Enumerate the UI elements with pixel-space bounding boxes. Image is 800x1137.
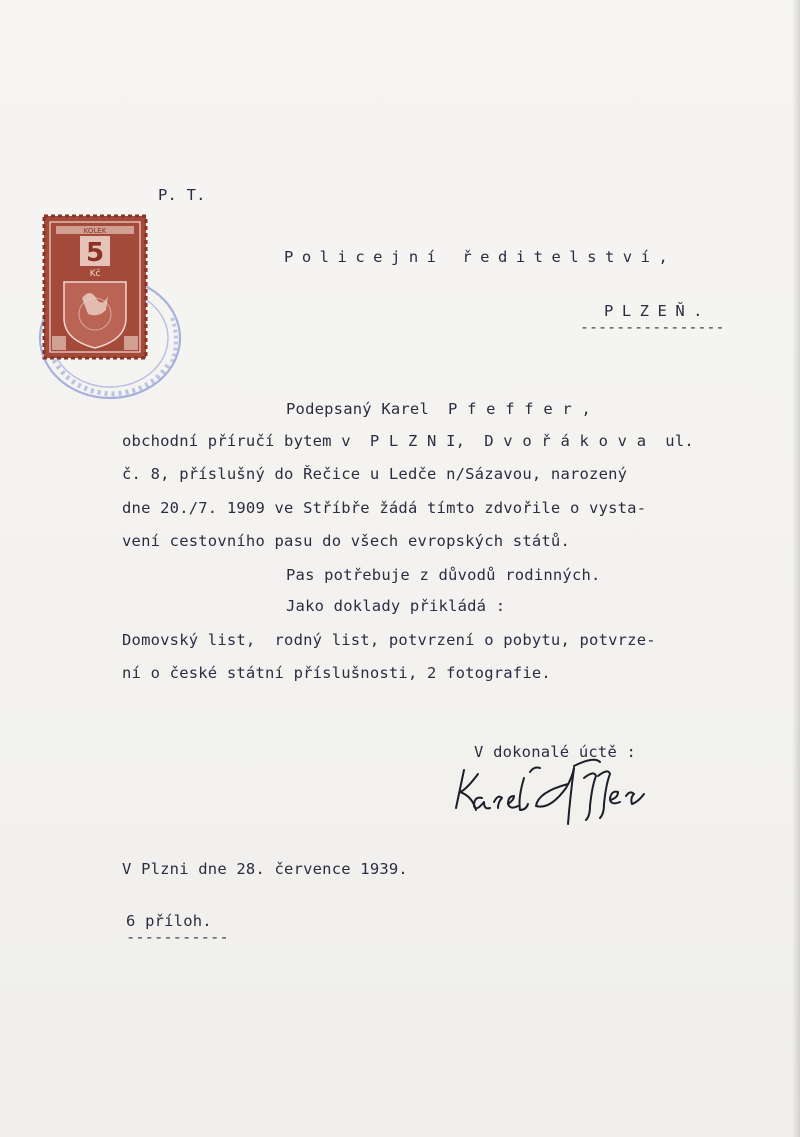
revenue-stamp: [42, 214, 148, 360]
addressee-underline: ----------------: [580, 318, 725, 336]
addressee-office: Policejní ředitelství,: [284, 248, 677, 266]
salutation: P. T.: [158, 186, 206, 204]
addressee-city: PLZEŇ.: [604, 302, 711, 320]
body-line-7: Jako doklady přikládá :: [286, 597, 506, 615]
stamp-currency: Kč: [89, 269, 101, 279]
body-line-6: Pas potřebuje z důvodů rodinných.: [286, 566, 601, 584]
stamp-header-text: KOLEK: [83, 227, 107, 235]
stamp-denomination: 5: [85, 238, 105, 268]
closing-line: V dokonalé úctě :: [474, 743, 637, 761]
body-line-9: ní o české státní příslušnosti, 2 fotografie.: [122, 664, 551, 682]
body-line-8: Domovský list, rodný list, potvrzení o pobytu, potvrze-: [122, 631, 656, 649]
place-and-date: V Plzni dne 28. července 1939.: [122, 860, 408, 878]
body-line-2: obchodní příručí bytem v P L Z N I, D v o ř á k o v a ul.: [122, 432, 694, 450]
body-line-5: vení cestovního pasu do všech evropských států.: [122, 532, 570, 550]
handwritten-signature: [450, 748, 670, 838]
attachments-count: 6 příloh.: [126, 912, 212, 930]
attachments-underline: -----------: [126, 928, 229, 946]
paper-edge-shadow: [792, 0, 800, 1137]
body-line-1: Podepsaný Karel P f e f f e r ,: [286, 400, 592, 418]
body-line-3: č. 8, příslušný do Řečice u Ledče n/Sázavou, narozený: [122, 465, 628, 483]
body-line-4: dne 20./7. 1909 ve Stříbře žádá tímto zdvořile o vysta-: [122, 499, 647, 517]
